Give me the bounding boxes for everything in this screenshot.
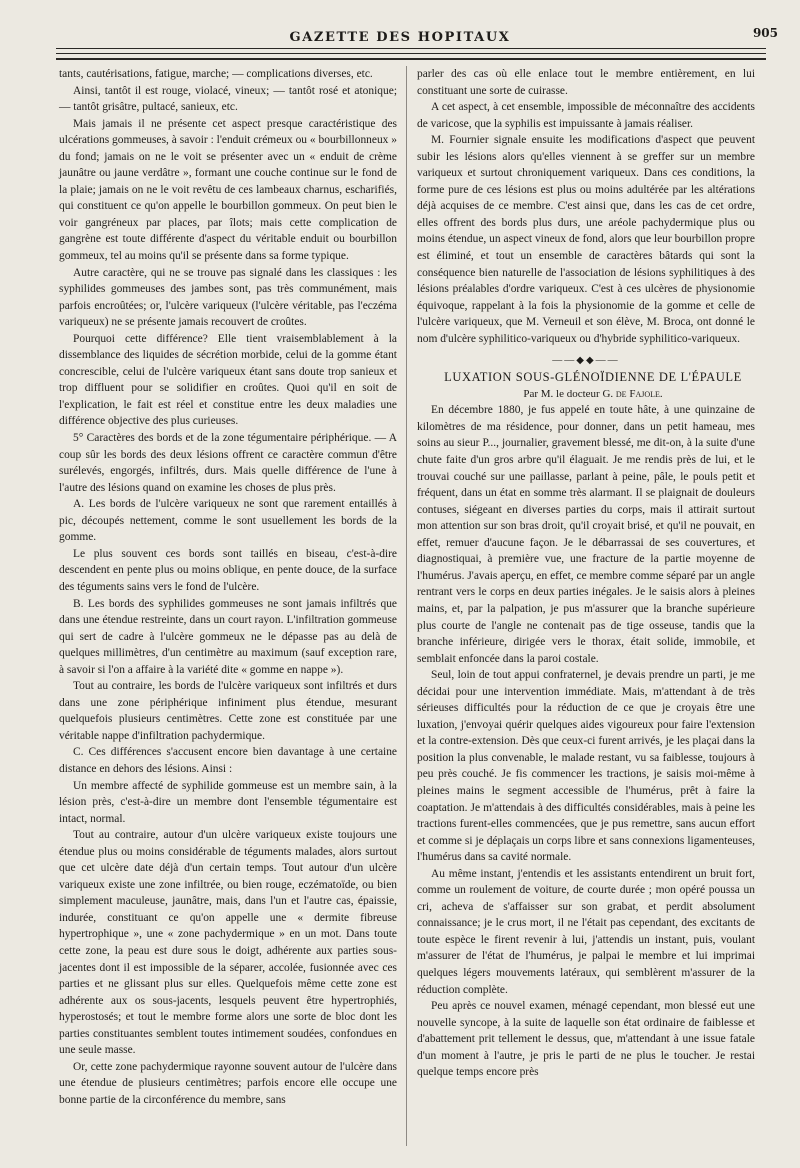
paragraph: Mais jamais il ne présente cet aspect presque caractéristique des ulcérations gommeuses, à savoir : l'enduit crémeux ou « bourbillonneux » du fond; jamais on ne le voit se présenter avec un « enduit de crème jaunâtre ou jaune verdâtre », formant une couche continue sur le fond de la plaie; jamais on ne le voit revêtu de ces lambeaux charnus, escharifiés, qui constituent ce qu'on appelle le bourbillon gommeux. On peut bien le voir gangréneux par places, par îlots; mais cette complication de gangrène est toute différente d'aspect du véritable enduit ou bourbillon gommeux, tel au moins qu'il se présente dans sa forme typique. bbox=[59, 117, 397, 263]
left-column bbox=[59, 66, 397, 1108]
paragraph: En décembre 1880, je fus appelé en toute hâte, à une quinzaine de kilomètres de ma résidence, pour donner, dans un petit hameau, mes soins au sieur P..., journalier, gravement blessé, me dit-on, à la suite d'une chute faite d'un gros arbre qu'il élaguait. Je me rendis près de lui, et le trouvai couché sur une paillasse, parlant à peine, pâle, le pouls petit et fréquent, dans un état en somme très alarmant. Il se plaignait de douleurs contuses, siégeant en diverses parties du corps, mais il attirait surtout mon attention sur son bras droit, qu'il croyait brisé, et qu'il ne pouvait, en effet, remuer d'aucune façon. Je le débarrassai de ses couvertures, et diagnostiquai, à première vue, une fracture de la partie moyenne de l'humérus. J'avais aperçu, en effet, ce membre comme séparé par un angle rentrant vers le corps en deux parties inégales. Je le saisis alors à pleines mains, et, par la palpation, je pus m'assurer que la branche supérieure plus courte de l'angle ne contenait pas de tige osseuse, tandis que la branche inférieure, dirigée vers le thorax, était solide, immobile, et semblait enfoncée dans la paroi costale. bbox=[417, 404, 755, 665]
header-rule bbox=[56, 48, 766, 49]
paragraph: Autre caractère, qui ne se trouve pas signalé dans les classiques : les syphilides gommeuses des jambes sont, pas très communément, mais parfois encroûtées; or, l'ulcère variqueux (l'ulcère véritable, pas l'eczéma variqueux) ne se présente jamais recouvert de croûtes. bbox=[59, 266, 397, 329]
paragraph: A cet aspect, à cet ensemble, impossible de méconnaître des accidents de varicose, que la syphilis est impuissante à jamais réaliser. bbox=[417, 101, 755, 130]
byline-author: de Fajole. bbox=[615, 387, 663, 400]
byline-prefix: Par M. le docteur G. bbox=[523, 387, 614, 400]
paragraph: tants, cautérisations, fatigue, marche; — complications diverses, etc. bbox=[59, 68, 373, 80]
paragraph: Or, cette zone pachydermique rayonne souvent autour de l'ulcère dans une étendue de plusieurs centimètres; parfois encore elle occupe une bonne partie de la circonférence du membre, sans bbox=[59, 1060, 397, 1106]
page-header bbox=[0, 0, 800, 60]
header-rule bbox=[56, 53, 766, 54]
paragraph: Le plus souvent ces bords sont taillés en biseau, c'est-à-dire descendent en pente plus ou moins oblique, en pente douce, de la surface des téguments sains vers le fond de l'ulcère. bbox=[59, 547, 397, 593]
article-byline bbox=[417, 386, 755, 403]
column-divider bbox=[406, 66, 407, 1146]
paragraph: Seul, loin de tout appui confraternel, je devais prendre un parti, je me décidai pour une intervention immédiate. Mais, m'attendant à de très sérieuses difficultés pour la réduction de ce que je croyais être une luxation, j'envoyai quérir quelques aides vigoureux pour faire l'extension et la contre-extension. Dès que ceux-ci furent arrivés, je les plaçai dans la position la plus convenable, le malade restant, vu sa faiblesse, toujours à peu près couché. Je fis commencer les tractions, je saisis moi-même à pleines mains le segment accessible de l'humérus, prêt à faire la coaptation. Je m'attendais à des difficultés considérables, mais à peine les tractions furent-elles commencées, que je pus remettre, sans aucun effort et comme si je déplaçais un corps libre et sans connexions ligamenteuses, l'humérus dans sa cavité normale. bbox=[417, 669, 755, 864]
right-column bbox=[417, 66, 755, 1081]
paragraph: A. Les bords de l'ulcère variqueux ne sont que rarement entaillés à pic, découpés nettement, comme le sont usuellement les bords de la gomme. bbox=[59, 498, 397, 544]
paragraph: Ainsi, tantôt il est rouge, violacé, vineux; — tantôt rosé et atonique; — tantôt grisâtre, pultacé, sanieux, etc. bbox=[59, 84, 397, 114]
paragraph: Tout au contraire, les bords de l'ulcère variqueux sont infiltrés et durs dans une zone périphérique infiniment plus étendue, mesurant quelquefois plusieurs centimètres. Cette zone est constituée par une véritable nappe d'infiltration pachydermique. bbox=[59, 680, 397, 742]
page-number: 905 bbox=[752, 26, 778, 40]
article-title: LUXATION SOUS-GLÉNOÏDIENNE DE L'ÉPAULE bbox=[444, 370, 742, 385]
paragraph: Un membre affecté de syphilide gommeuse est un membre sain, à la lésion près, c'est-à-dire un membre dont l'ensemble tégumentaire est intact, normal. bbox=[59, 779, 397, 825]
header-rule bbox=[56, 58, 766, 60]
paragraph: M. Fournier signale ensuite les modifications d'aspect que peuvent subir les lésions alors qu'elles viennent à se greffer sur un membre variqueux et surtout chroniquement variqueux. Dans ces conditions, la forme pure de ces lésions est plus ou moins adultérée par les altérations déjà acquises de ce membre. C'est ainsi que, dans les cas de cet ordre, elles offrent des bords plus durs, une aréole pachydermique plus ou moins étendue, un aspect vineux de fond, alors que leur bourbillon propre est éliminé, et tout un ensemble de caractères bâtards qui sont la conséquence bien naturelle de l'association de lésions syphilitiques à des lésions préalables d'ordre variqueux. C'est à ces ulcères de physionomie équivoque, rappelant à la fois la physionomie de la gomme et celle de l'ulcère variqueux, que M. Verneuil et son élève, M. Broca, ont donné le nom d'ulcère syphilitico-variqueux ou d'hybride syphilitico-variqueux. bbox=[417, 134, 755, 345]
paragraph: Tout au contraire, autour d'un ulcère variqueux existe toujours une étendue plus ou moins considérable de téguments malades, alors surtout que cet ulcère date déjà d'un certain temps. Tout autour d'un ulcère variqueux existe une zone infiltrée, ou bien rouge, eczématoïde, ou bien simplement maculeuse, jaunâtre, mais, dans l'un et l'autre cas, épaissie, indurée, constituant ce qu'on appelle une « dermite fibreuse hypertrophique », une « zone pachydermique » en un mot. Dans toute cette zone, la peau est dure sous le doigt, adhérente aux parties sous-jacentes dont il est impossible de la séparer, accolée, fusionnée avec ces parties et ne glissant plus sur elles. Quelquefois même cette zone est adhérente aux os sous-jacents, lesquels peuvent être hypertrophiés, hyperostosés; et tout le membre forme alors une sorte de bloc dont les parties constituantes semblent toutes intimement soudées, confondues en une seule masse. bbox=[59, 829, 397, 1057]
paragraph: 5° Caractères des bords et de la zone tégumentaire périphérique. — A coup sûr les bords des deux lésions offrent ce caractère commun d'être surélevés, engorgés, infiltrés, durs. Mais quelle différence de l'une à l'autre des lésions quand on examine les choses de plus près. bbox=[59, 432, 397, 494]
paragraph: Peu après ce nouvel examen, ménagé cependant, mon blessé eut une nouvelle syncope, à la suite de laquelle son état ordinaire de faiblesse et d'abattement prit tellement le dessus, que, m'attendant à une issue fatale d'un moment à l'autre, je pris le parti de ne plus le toucher. Je restai quelque temps encore près bbox=[417, 1000, 755, 1079]
paragraph: Au même instant, j'entendis et les assistants entendirent un bruit fort, comme un roulement de voiture, de courte durée ; mon opéré poussa un cri, acheva de s'affaisser sur son grabat, et perdit absolument connaissance; je le crus mort, il ne l'était pas cependant, des excitants de toute espèce le firent revenir à lui, j'attendis un instant, puis, voulant m'assurer de l'état de l'humérus, je palpai le membre et lui imprimai quelques légers mouvements latéraux, qui semblèrent m'assurer de la réduction complète. bbox=[417, 867, 755, 996]
section-separator: ——◆◆—— bbox=[552, 355, 620, 367]
running-title: GAZETTE DES HOPITAUX bbox=[289, 30, 511, 45]
paragraph: B. Les bords des syphilides gommeuses ne sont jamais infiltrés que dans une étendue restreinte, dans un court rayon. L'infiltration gommeuse qui sert de cadre à l'ulcère gommeux ne le dépasse pas au delà de quelques millimètres, d'un centimètre au maximum (sauf exception rare, à savoir si l'on a affaire à la variété dite « gomme en nappe »). bbox=[59, 597, 397, 676]
paragraph: Pourquoi cette différence? Elle tient vraisemblablement à la dissemblance des liquides de sécrétion morbide, celui de la gomme étant concrescible, celui de l'ulcère variqueux étant sans doute trop sanieux et trop diffluent pour se solidifier en croûtes. Quoi qu'il en soit de l'explication, le fait est réel et constitue entre les deux maladies une différence objective des plus curieuses. bbox=[59, 332, 397, 428]
paragraph: parler des cas où elle enlace tout le membre entièrement, en lui constituant une sorte de cuirasse. bbox=[417, 68, 755, 97]
paragraph: C. Ces différences s'accusent encore bien davantage à une certaine distance en dehors des lésions. Ainsi : bbox=[59, 746, 397, 775]
